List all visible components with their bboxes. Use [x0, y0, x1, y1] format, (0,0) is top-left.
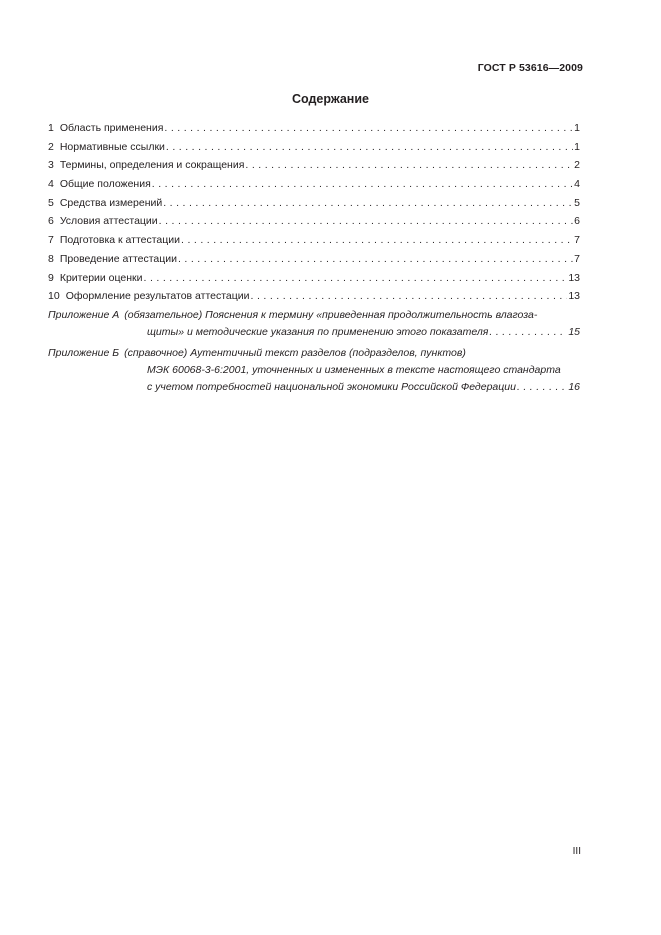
toc-item-page: 7	[574, 234, 580, 247]
toc-dot-leader	[159, 215, 573, 227]
appendix-a-title-part-1: (обязательное) Пояснения к термину «приведенная продолжительность влагоза-	[124, 308, 538, 321]
toc-item[interactable]	[48, 272, 580, 291]
toc-item-label: Область применения	[59, 122, 164, 134]
toc-item-number: 1	[48, 122, 54, 134]
page-number: III	[572, 846, 581, 857]
table-of-contents	[48, 122, 580, 398]
toc-item-page: 1	[574, 140, 580, 153]
toc-item-number: 2	[48, 140, 54, 153]
appendix-a-line-2	[48, 326, 580, 343]
appendix-b-title-part-2: МЭК 60068-3-6:2001, уточненных и измененных в тексте настоящего стандарта	[147, 363, 561, 376]
toc-item-label: Проведение аттестации	[59, 252, 177, 265]
toc-item[interactable]	[48, 178, 580, 197]
toc-item-label: Условия аттестации	[59, 215, 158, 228]
toc-dot-leader	[152, 178, 573, 190]
toc-dot-leader	[181, 234, 573, 246]
appendix-a-title-part-2: щиты» и методические указания по применению этого показателя	[147, 325, 489, 338]
toc-item[interactable]	[48, 234, 580, 253]
toc-dot-leader	[178, 253, 573, 265]
toc-item-number: 5	[48, 196, 54, 209]
toc-item-label: Нормативные ссылки	[59, 140, 165, 153]
toc-dot-leader	[251, 290, 568, 302]
toc-item[interactable]	[48, 197, 580, 216]
toc-item-number: 3	[48, 159, 54, 172]
toc-item-number: 7	[48, 234, 54, 247]
toc-item-number: 6	[48, 215, 54, 228]
toc-dot-leader	[164, 122, 573, 134]
toc-item-label: Подготовка к аттестации	[59, 234, 181, 247]
toc-item-label: Средства измерений	[59, 196, 163, 209]
toc-item[interactable]	[48, 253, 580, 272]
appendix-b-title-part-3: с учетом потребностей национальной экономики Российской Федерации	[147, 380, 516, 393]
toc-dot-leader	[163, 197, 573, 209]
toc-item-page: 4	[574, 178, 580, 191]
toc-item[interactable]	[48, 122, 580, 141]
toc-item-label: Термины, определения и сокращения	[59, 159, 245, 172]
appendix-a-page: 15	[568, 325, 580, 338]
toc-item[interactable]	[48, 159, 580, 178]
appendix-a-prefix: Приложение А	[48, 308, 120, 321]
toc-item-page: 7	[574, 252, 580, 265]
toc-item-number: 8	[48, 252, 54, 265]
toc-item-label: Общие положения	[59, 178, 151, 191]
toc-item-page: 6	[574, 215, 580, 228]
appendix-a-line-1	[48, 309, 580, 326]
appendix-b-line-1	[48, 347, 580, 364]
toc-item-label: Оформление результатов аттестации	[65, 290, 250, 303]
appendix-b-page: 16	[568, 380, 580, 393]
appendix-b-line-3	[48, 381, 580, 398]
toc-item-page: 1	[574, 122, 580, 134]
appendix-b-line-2	[48, 364, 580, 381]
appendix-b-title-part-1: (справочное) Аутентичный текст разделов (подразделов, пунктов)	[124, 346, 466, 359]
toc-item-number: 10	[48, 290, 60, 303]
toc-item-label: Критерии оценки	[59, 271, 143, 284]
toc-dot-leader	[245, 159, 573, 171]
appendix-b-prefix: Приложение Б	[48, 346, 120, 359]
toc-item-number: 9	[48, 271, 54, 284]
toc-dot-leader	[166, 141, 573, 153]
toc-item[interactable]	[48, 290, 580, 309]
toc-item-page: 13	[568, 271, 580, 284]
toc-item-page: 5	[574, 196, 580, 209]
toc-item-page: 13	[568, 290, 580, 303]
toc-item-page: 2	[574, 159, 580, 172]
toc-appendix-a[interactable]	[48, 309, 580, 343]
toc-dot-leader	[144, 272, 568, 284]
toc-item-number: 4	[48, 178, 54, 191]
document-code: ГОСТ Р 53616—2009	[477, 62, 583, 74]
toc-appendix-b[interactable]	[48, 347, 580, 398]
toc-dot-leader	[517, 381, 567, 393]
toc-item[interactable]	[48, 141, 580, 160]
toc-title: Содержание	[291, 92, 369, 106]
toc-dot-leader	[489, 326, 567, 338]
toc-item[interactable]	[48, 215, 580, 234]
